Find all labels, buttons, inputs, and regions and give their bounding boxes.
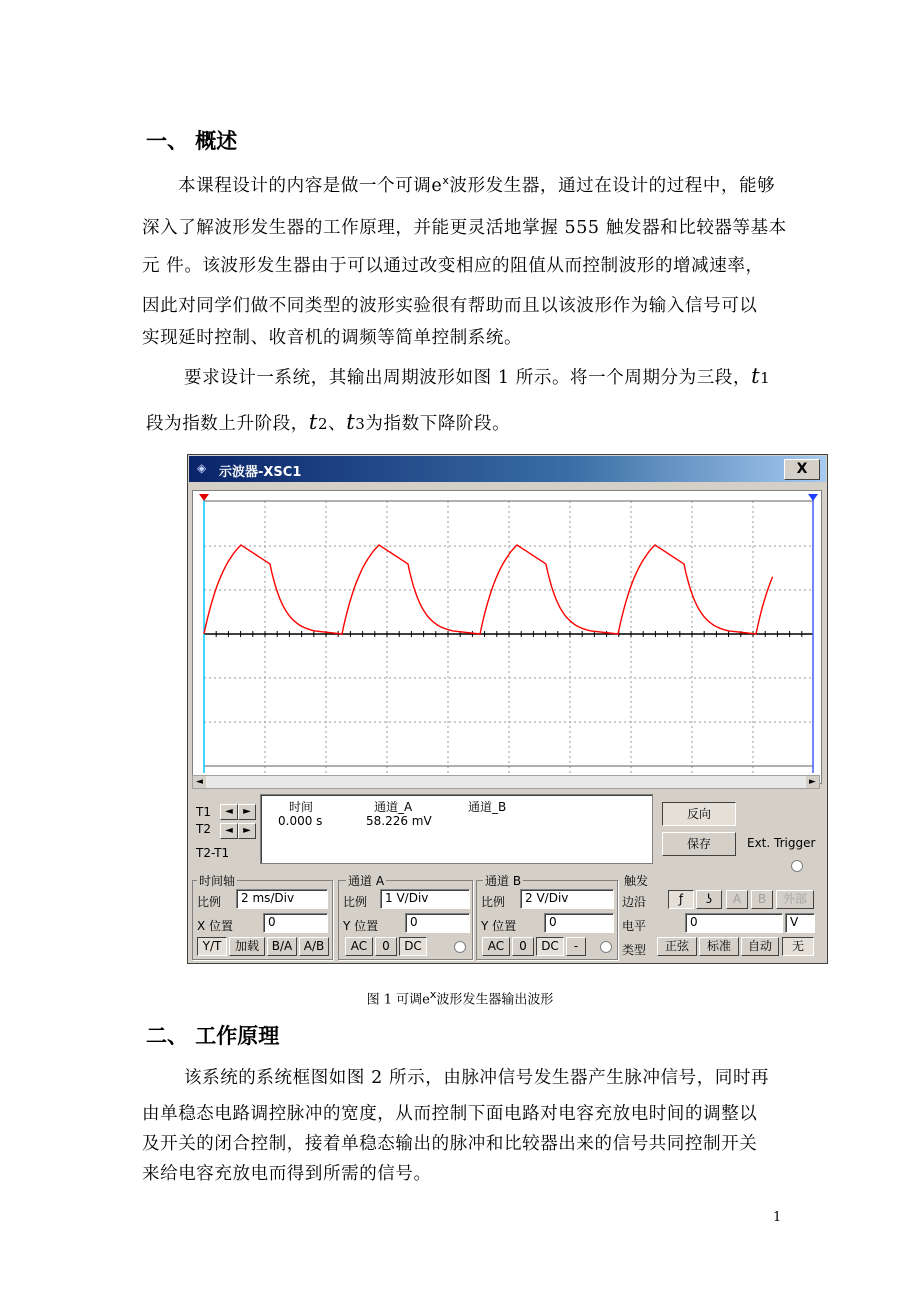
trigger-title: 触发 — [624, 874, 649, 888]
channel-b-ypos-label: Y 位置 — [481, 919, 517, 933]
channel-b-ac-button[interactable]: AC — [482, 937, 510, 956]
para1-line4: 因此对同学们做不同类型的波形实验很有帮助而且以该波形作为输入信号可以 — [142, 296, 758, 316]
trigger-auto-button[interactable]: 自动 — [741, 937, 779, 956]
t1-right-arrow-icon[interactable]: ► — [238, 804, 256, 820]
para1-line1: 本课程设计的内容是做一个可调$e^x$波形发生器，通过在设计的过程中，能够 — [178, 174, 776, 196]
channel-b-terminal[interactable] — [600, 941, 612, 953]
col-time-header: 时间 — [289, 800, 314, 814]
t1-label: T1 — [196, 805, 211, 819]
trigger-source-b-button[interactable]: B — [751, 890, 773, 909]
trigger-type-label: 类型 — [622, 943, 647, 957]
para3-line3: 及开关的闭合控制，接着单稳态输出的脉冲和比较器出来的信号共同控制开关 — [142, 1134, 758, 1154]
channel-a-ypos-label: Y 位置 — [343, 919, 379, 933]
oscilloscope-window — [187, 454, 828, 964]
time-value: 0.000 s — [278, 814, 323, 828]
x-position-label: X 位置 — [197, 919, 234, 933]
channel-b-scale-field[interactable]: 2 V/Div — [520, 889, 614, 909]
channel-b-ypos-field[interactable]: 0 — [544, 913, 614, 933]
figure-caption: 图 1 可调$e^x$波形发生器输出波形 — [366, 988, 554, 1008]
horizontal-scrollbar[interactable] — [192, 775, 820, 789]
col-channel-b-header: 通道_B — [468, 800, 507, 814]
channel-a-dc-button[interactable]: DC — [399, 937, 427, 956]
timebase-title: 时间轴 — [199, 874, 236, 888]
section-heading-working-principle: 二、 工作原理 — [146, 1024, 280, 1048]
section-heading-overview: 一、 概述 — [146, 129, 238, 153]
col-channel-a-header: 通道_A — [374, 800, 413, 814]
ext-trigger-terminal[interactable] — [791, 860, 803, 872]
t2-t1-label: T2-T1 — [196, 846, 230, 860]
page-number: 1 — [773, 1210, 782, 1225]
scroll-left-icon[interactable]: ◄ — [193, 776, 206, 788]
oscilloscope-screen — [192, 490, 822, 784]
oscilloscope-title: 示波器-XSC1 — [219, 465, 302, 480]
trigger-none-button[interactable]: 无 — [782, 937, 814, 956]
ba-mode-button[interactable]: B/A — [267, 937, 297, 956]
trigger-rising-edge-button[interactable]: ƒ — [668, 890, 694, 909]
trigger-source-ext-button[interactable]: 外部 — [776, 890, 814, 909]
trigger-level-label: 电平 — [622, 919, 647, 933]
scroll-right-icon[interactable]: ► — [806, 776, 819, 788]
yt-mode-button[interactable]: Y/T — [197, 937, 227, 956]
close-button[interactable]: X — [784, 459, 820, 480]
channel-b-scale-label: 比例 — [481, 895, 506, 909]
trigger-level-unit[interactable]: V — [785, 913, 815, 933]
scope-app-icon: ◈ — [197, 461, 207, 475]
trigger-edge-label: 边沿 — [622, 895, 647, 909]
channel-b-title: 通道 B — [485, 874, 522, 888]
trigger-sine-button[interactable]: 正弦 — [657, 937, 697, 956]
para2-line2: 段为指数上升阶段，t2、t3为指数下降阶段。 — [146, 410, 511, 434]
trigger-falling-edge-button[interactable]: ʖ — [696, 890, 722, 909]
channel-a-zero-button[interactable]: 0 — [375, 937, 397, 956]
cursor-t2-marker-icon[interactable] — [808, 494, 818, 501]
para1-line5: 实现延时控制、收音机的调频等简单控制系统。 — [142, 328, 523, 348]
para3-line2: 由单稳态电路调控脉冲的宽度，从而控制下面电路对电容充放电时间的调整以 — [142, 1104, 758, 1124]
channel-b-dc-button[interactable]: DC — [536, 937, 564, 956]
timebase-scale-label: 比例 — [197, 895, 222, 909]
t2-right-arrow-icon[interactable]: ► — [238, 823, 256, 839]
channel-a-scale-field[interactable]: 1 V/Div — [380, 889, 470, 909]
channel-a-value: 58.226 mV — [366, 814, 432, 828]
channel-a-title: 通道 A — [348, 874, 385, 888]
para2-line1: 要求设计一系统，其输出周期波形如图 1 所示。将一个周期分为三段，t1 — [184, 364, 771, 388]
t2-left-arrow-icon[interactable]: ◄ — [220, 823, 238, 839]
add-mode-button[interactable]: 加载 — [229, 937, 265, 956]
measurement-readout — [260, 794, 653, 864]
para1-line2: 深入了解波形发生器的工作原理，并能更灵活地掌握 555 触发器和比较器等基本 — [142, 218, 787, 238]
para3-line4: 来给电容充放电而得到所需的信号。 — [142, 1164, 432, 1184]
t2-label: T2 — [196, 822, 211, 836]
reverse-button[interactable]: 反向 — [662, 802, 736, 826]
para1-line3: 元 件。该波形发生器由于可以通过改变相应的阻值从而控制波形的增减速率， — [142, 256, 764, 276]
trigger-source-a-button[interactable]: A — [726, 890, 748, 909]
channel-a-terminal[interactable] — [454, 941, 466, 953]
oscilloscope-titlebar[interactable] — [189, 456, 826, 482]
ab-mode-button[interactable]: A/B — [299, 937, 329, 956]
channel-a-scale-label: 比例 — [343, 895, 368, 909]
channel-a-ac-button[interactable]: AC — [345, 937, 373, 956]
trigger-level-field[interactable]: 0 — [685, 913, 783, 933]
save-button[interactable]: 保存 — [662, 832, 736, 856]
x-position-field[interactable]: 0 — [263, 913, 328, 933]
channel-b-minus-button[interactable]: - — [566, 937, 586, 956]
cursor-t1-marker-icon[interactable] — [199, 494, 209, 501]
trigger-normal-button[interactable]: 标准 — [699, 937, 739, 956]
ext-trigger-label: Ext. Trigger — [747, 836, 816, 850]
t1-left-arrow-icon[interactable]: ◄ — [220, 804, 238, 820]
channel-a-ypos-field[interactable]: 0 — [405, 913, 470, 933]
timebase-scale-field[interactable]: 2 ms/Div — [236, 889, 328, 909]
para3-line1: 该系统的系统框图如图 2 所示，由脉冲信号发生器产生脉冲信号，同时再 — [184, 1068, 770, 1088]
channel-b-zero-button[interactable]: 0 — [512, 937, 534, 956]
